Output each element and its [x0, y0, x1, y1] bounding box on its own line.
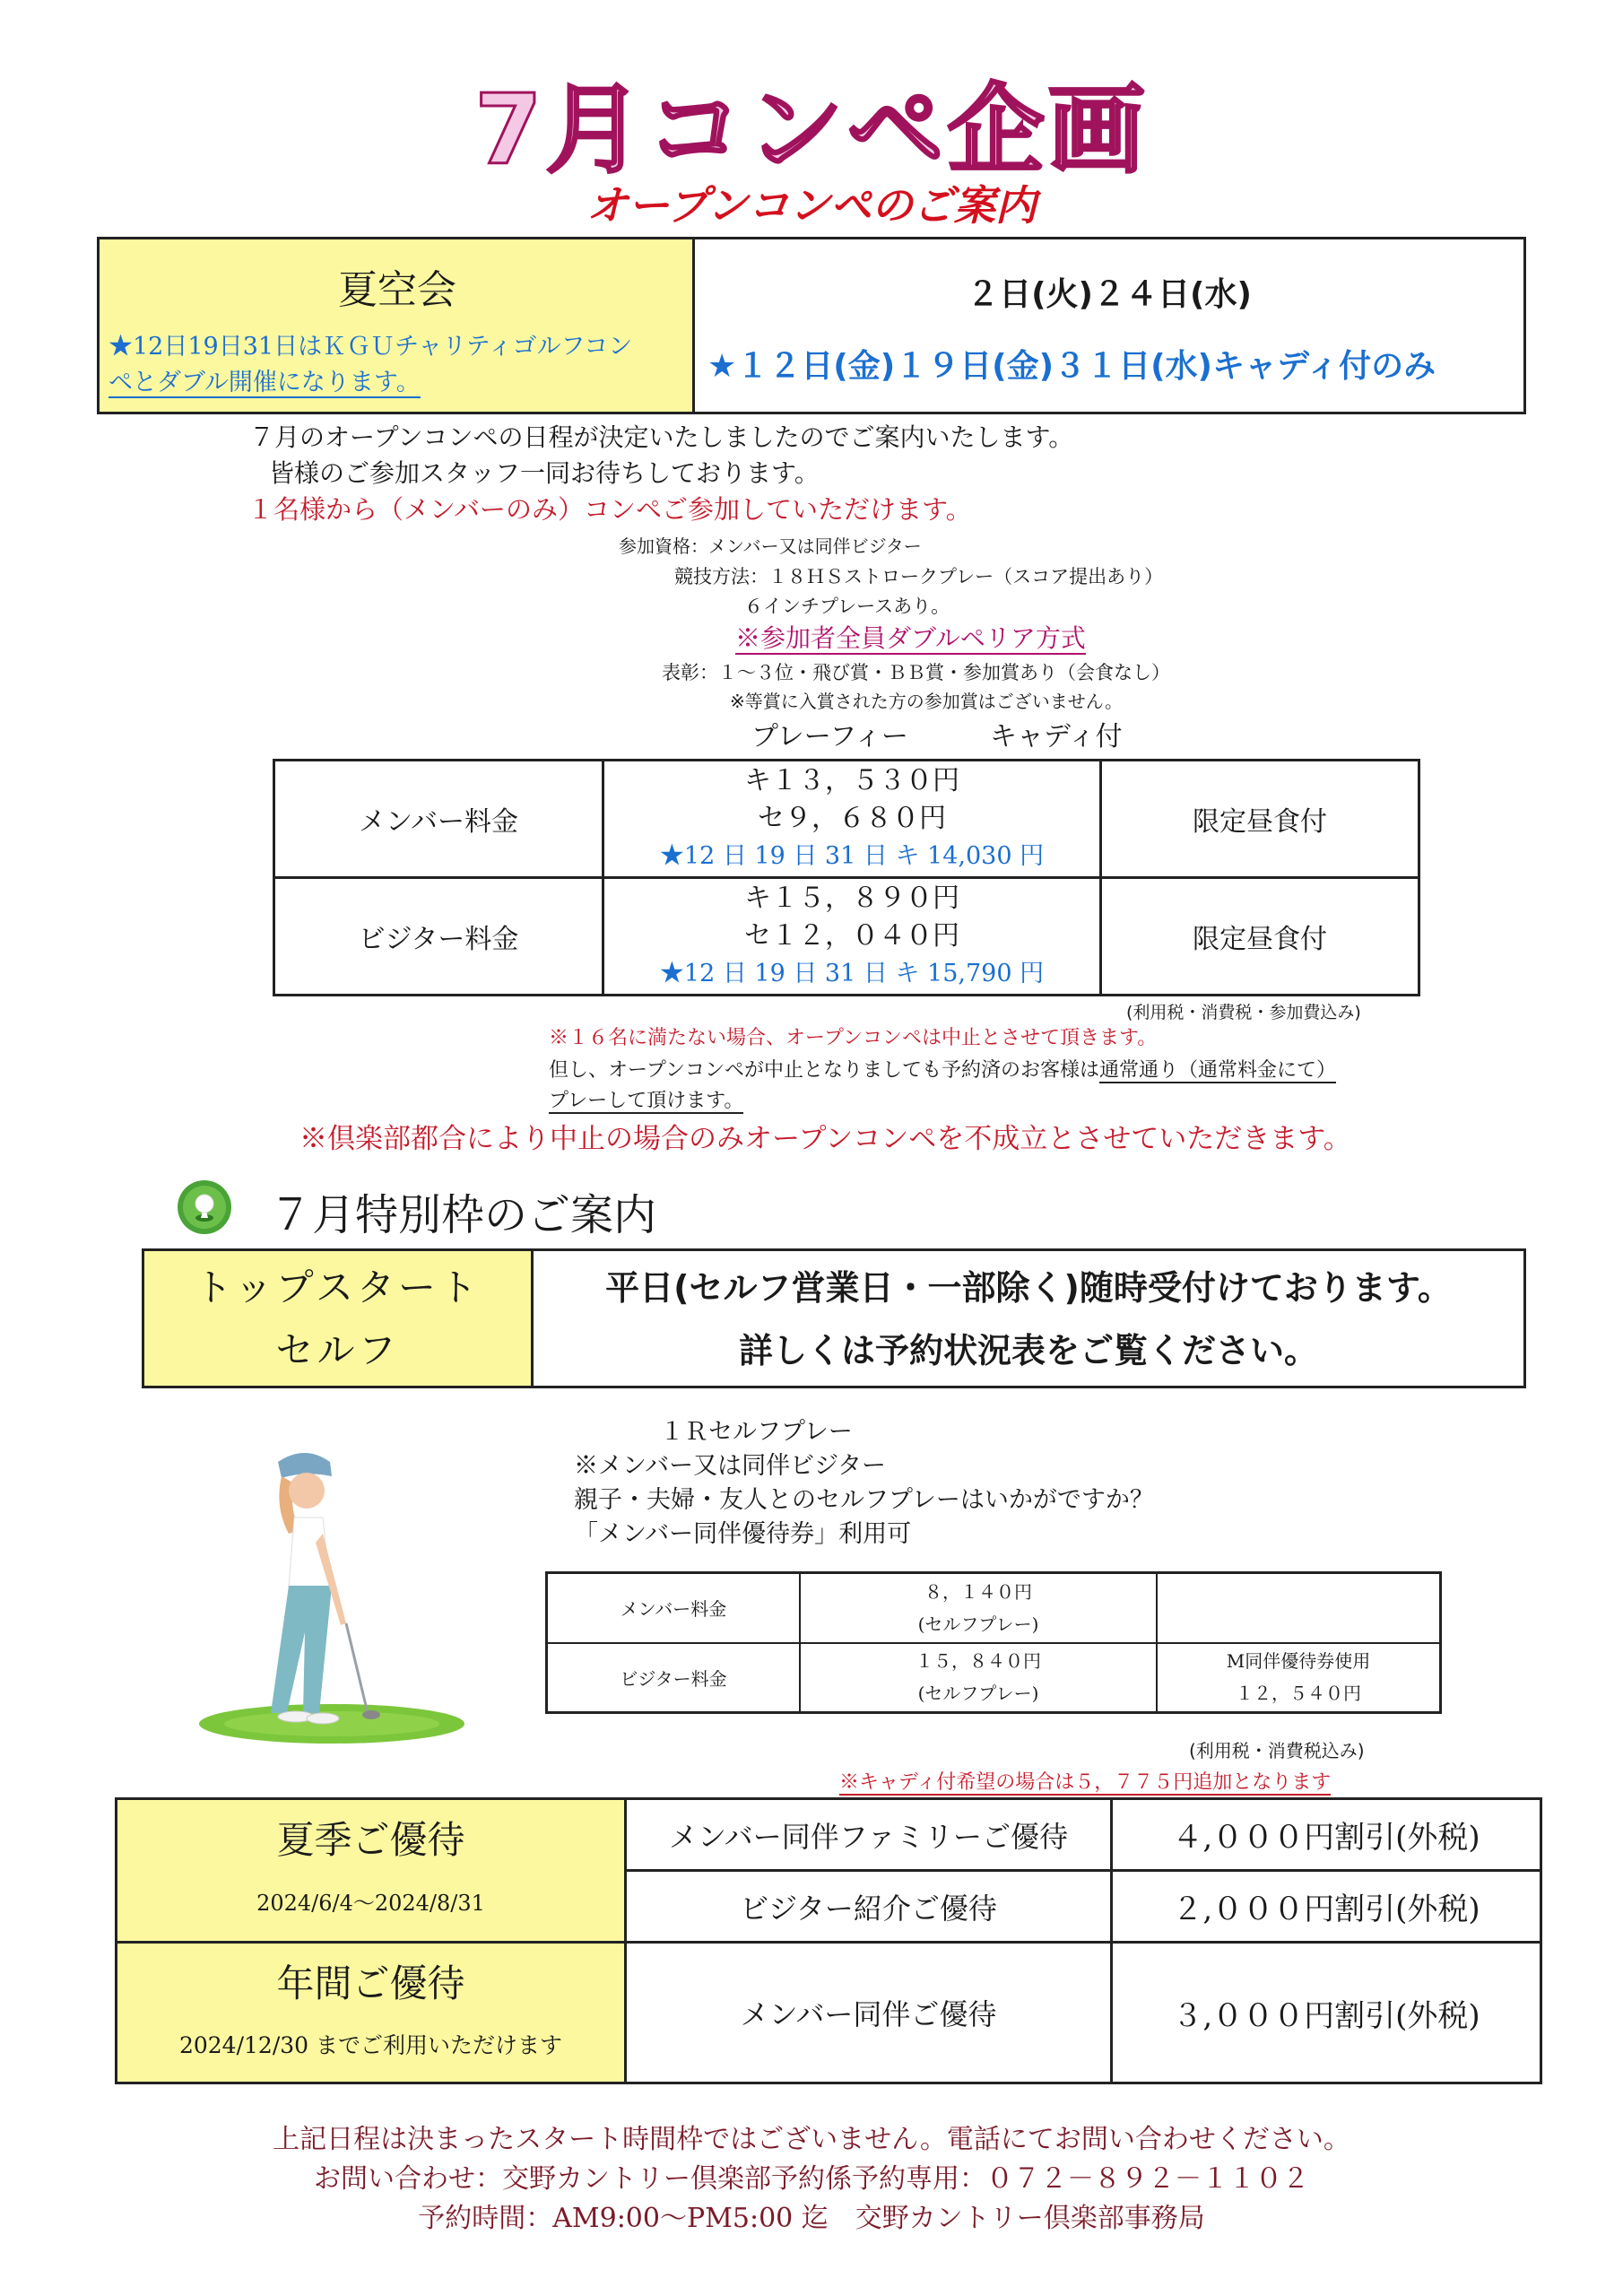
visitor-fee-prices	[603, 878, 1101, 996]
visitor-price-self: セ１２，０４０円	[744, 920, 959, 952]
self-tax-note: (利用税・消費税込み)	[1189, 1740, 1365, 1761]
cancel-line4: ※倶楽部都合により中止の場合のみオープンコンペを不成立とさせていただきます。	[299, 1123, 1351, 1155]
self-line3: 親子・夫婦・友人とのセルフプレーはいかがですか？	[574, 1486, 1154, 1514]
self-visitor-label: ビジター料金	[547, 1643, 801, 1713]
self-member-label: メンバー料金	[547, 1573, 801, 1643]
special-desc-cell	[534, 1251, 1523, 1386]
special-label1: トップスタート	[194, 1265, 482, 1309]
annual-period: 2024/12/30 までご利用いただけます	[178, 2032, 563, 2058]
member-fee-prices	[603, 761, 1101, 878]
member-fee-meal: 限定昼食付	[1101, 761, 1419, 878]
table-row	[547, 1643, 1441, 1713]
self-caddy-note: ※キャディ付希望の場合は５，７７５円追加となります	[839, 1771, 1332, 1794]
event-name-cell	[100, 239, 695, 412]
self-fee-table	[545, 1571, 1442, 1714]
summer-period: 2024/6/4～2024/8/31	[256, 1890, 485, 1916]
self-member-empty	[1157, 1573, 1441, 1643]
footer-line2: お問い合わせ：交野カントリー倶楽部予約係予約専用：０７２－８９２－１１０２	[314, 2163, 1309, 2195]
self-line4: 「メンバー同伴優待券」利用可	[574, 1520, 912, 1548]
discount-row-1-label: メンバー同伴ファミリーご優待	[627, 1800, 1113, 1872]
event-note-line1: ★12日19日31日はＫＧＵチャリティゴルフコン	[108, 333, 633, 361]
table-row	[274, 761, 1419, 878]
discount-row-3-value: ３,０００円割引(外税)	[1172, 1997, 1480, 2034]
place-rule: ６インチプレースあり。	[744, 596, 950, 617]
footer-line1: 上記日程は決まったスタート時間枠ではございません。電話にてお問い合わせください。	[273, 2124, 1350, 2155]
eligibility: 参加資格：メンバー又は同伴ビジター	[619, 535, 922, 557]
event-caddy-dates: ★１２日(金)１９日(金)３１日(水)キャディ付のみ	[707, 347, 1436, 385]
intro-line3: １名様から（メンバーのみ）コンペご参加していただけます。	[247, 494, 972, 525]
cancel-line3: プレーして頂けます。	[549, 1090, 744, 1112]
special-box	[142, 1248, 1526, 1388]
summer-cell	[117, 1800, 627, 1944]
discount-row-3-label: メンバー同伴ご優待	[627, 1944, 1113, 2082]
self-line1: １Ｒセルフプレー	[660, 1418, 853, 1446]
awards: 表彰：１～３位・飛び賞・ＢＢ賞・参加賞あり（会食なし）	[662, 662, 1170, 683]
fee-table	[273, 759, 1420, 996]
fee-header-right: キャディ付	[990, 721, 1123, 752]
discount-row-2-value: ２,０００円割引(外税)	[1113, 1872, 1540, 1944]
member-price-special: ★12 日 19 日 31 日 キ 14,030 円	[659, 842, 1045, 870]
competition-format: 競技方法：１８ＨＳストロークプレー（スコア提出あり）	[674, 566, 1164, 587]
member-fee-label: メンバー料金	[274, 761, 603, 878]
event-box	[97, 237, 1526, 414]
annual-cell	[117, 1944, 627, 2082]
cancel-line2: 但し、オープンコンペが中止となりましても予約済のお客様は通常通り（通常料金にて）	[549, 1059, 1337, 1082]
fee-tax-note: (利用税・消費税・参加費込み)	[1126, 1003, 1361, 1022]
event-name: 夏空会	[338, 267, 456, 313]
self-line2: ※メンバー又は同伴ビジター	[574, 1452, 887, 1480]
event-dates-cell	[695, 239, 1523, 412]
golf-ball-icon	[176, 1178, 233, 1236]
event-dates: ２日(火)２４日(水)	[967, 275, 1252, 313]
special-desc2: 詳しくは予約状況表をご覧ください。	[738, 1331, 1318, 1370]
special-desc1: 平日(セルフ営業日・一部除く)随時受付けております。	[605, 1268, 1452, 1308]
visitor-price-special: ★12 日 19 日 31 日 キ 15,790 円	[659, 960, 1045, 987]
member-price-self: セ９，６８０円	[758, 803, 946, 834]
special-heading: ７月特別枠のご案内	[269, 1190, 657, 1240]
visitor-fee-meal: 限定昼食付	[1101, 878, 1419, 996]
visitor-price-caddy: キ１５，８９０円	[744, 883, 959, 914]
discount-row-2-label: ビジター紹介ご優待	[627, 1872, 1113, 1944]
page-subtitle: オープンコンペのご案内	[586, 181, 1037, 230]
table-row	[547, 1573, 1441, 1643]
golfer-illustration	[188, 1444, 475, 1749]
member-price-caddy: キ１３，５３０円	[744, 765, 959, 796]
page-title: 7月コンペ企画	[474, 74, 1149, 187]
peoria-note: ※参加者全員ダブルペリア方式	[735, 623, 1086, 653]
table-row	[274, 878, 1419, 996]
annual-title: 年間ご優待	[276, 1961, 465, 2005]
self-member-price: ８，１４０円 (セルフプレー)	[800, 1573, 1157, 1643]
special-label-cell	[144, 1251, 534, 1386]
discount-table	[115, 1797, 1542, 2084]
intro-line2: 皆様のご参加スタッフ一同お待ちしております。	[269, 458, 820, 488]
discount-row-1-value: ４,０００円割引(外税)	[1113, 1800, 1540, 1872]
self-coupon-price: M同伴優待券使用 １２，５４０円	[1157, 1643, 1441, 1713]
intro-line1: ７月のオープンコンペの日程が決定いたしましたのでご案内いたします。	[249, 422, 1074, 452]
summer-title: 夏季ご優待	[276, 1818, 465, 1862]
self-visitor-price: １５，８４０円 (セルフプレー)	[800, 1643, 1157, 1713]
cancel-line1: ※１６名に満たない場合、オープンコンペは中止とさせて頂きます。	[549, 1027, 1158, 1049]
visitor-fee-label: ビジター料金	[274, 878, 603, 996]
footer-line3: 予約時間：AM9:00～PM5:00 迄 交野カントリー倶楽部事務局	[418, 2203, 1205, 2234]
event-note-line2: ペとダブル開催になります。	[108, 369, 421, 396]
fee-header-left: プレーフィー	[751, 721, 908, 752]
awards-note: ※等賞に入賞された方の参加賞はございません。	[730, 691, 1123, 712]
special-label2: セルフ	[275, 1328, 400, 1372]
